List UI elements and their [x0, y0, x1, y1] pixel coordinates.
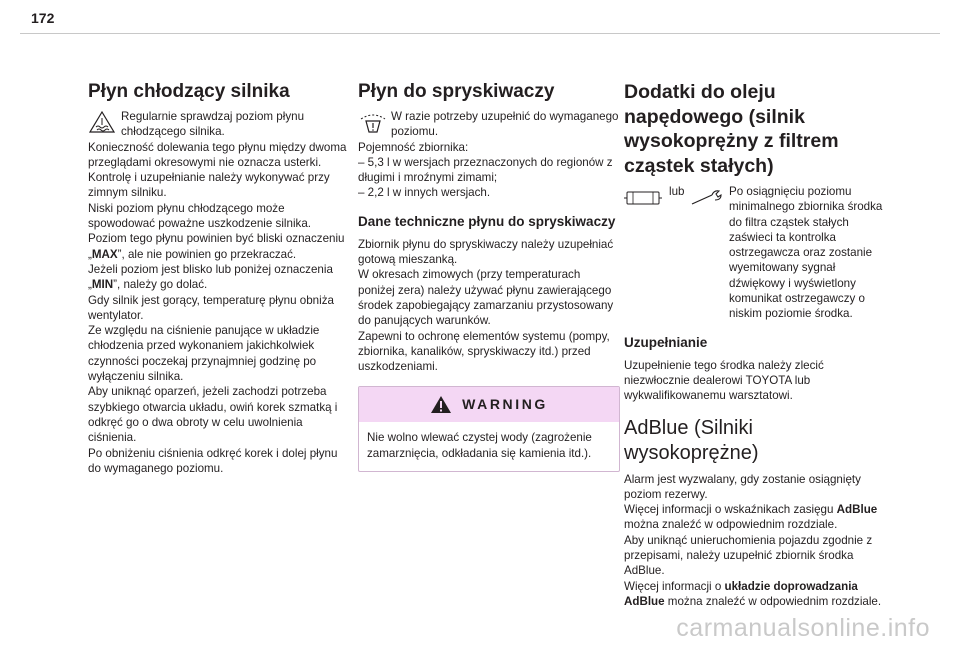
column-washer: [358, 80, 620, 472]
coolant-para-5-post: ”, należy go dolać.: [113, 278, 208, 292]
coolant-level-icon: [88, 110, 116, 134]
refill-subtitle: Uzupełnianie: [624, 334, 708, 350]
coolant-para-7: Ze względu na ciśnienie panujące w układzie chłodzenia przed wykonaniem jakichkolwiek czynności poczekaj przynajmniej godzinę po wyłączeniu silnika.: [88, 324, 320, 384]
fuel-additive-icon-text: Po osiągnięciu poziomu minimalnego zbiornika środka do filtra cząstek stałych zaświeci ta kontrolka ostrzegawcza oraz zostanie wyemitowany sygnał dźwiękowy i wyświetlony komunikat ostrzegawczy o niskim poziomie środka.: [729, 185, 883, 321]
washer-icon-text: W razie potrzeby uzupełnić do wymaganego poziomu.: [391, 110, 619, 139]
coolant-icon-text: Regularnie sprawdzaj poziom płynu chłodzącego silnika.: [121, 110, 305, 139]
washer-para-1: Zbiornik płynu do spryskiwaczy należy uzupełniać gotową mieszanką.: [358, 237, 614, 267]
warning-title: WARNING: [462, 396, 548, 413]
fuel-additive-icon: [624, 188, 662, 208]
coolant-para-4-post: ”, ale nie powinien go przekraczać.: [117, 247, 297, 261]
warning-box: [358, 386, 620, 472]
coolant-para-5: [88, 262, 350, 293]
warning-text: Nie wolno wlewać czystej wody (zagrożenie zamarznięcia, odkładania się kamienia itd.).: [367, 431, 592, 460]
adblue-bold-2: układzie doprowadzania AdBlue: [624, 579, 858, 608]
icon-or-label: lub: [669, 185, 685, 198]
warning-header: [359, 387, 619, 422]
max-label: MAX: [91, 247, 118, 261]
page-number: 172: [31, 10, 55, 26]
coolant-para-6: Gdy silnik jest gorący, temperaturę płynu obniża wentylator.: [88, 293, 334, 322]
top-divider: [20, 33, 940, 34]
fuel-additive-icon-note: [624, 184, 886, 322]
capacity-label: Pojemność zbiornika:: [358, 140, 469, 154]
washer-fluid-icon: [358, 110, 388, 134]
adblue-para-2-post: można znaleźć w odpowiednim rozdziale.: [624, 518, 838, 532]
washer-para-3: Zapewni to ochronę elementów systemu (pompy, zbiornika, kanalików, spryskiwaczy itd.) przed uszkodzeniami.: [358, 329, 610, 374]
fuel-additive-title: Dodatki do oleju napędowego (silnik wysokoprężny z filtrem cząstek stałych): [624, 81, 839, 177]
coolant-para-3: Niski poziom płynu chłodzącego może spowodować poważne uszkodzenie silnika.: [88, 201, 311, 231]
washer-title: Płyn do spryskiwaczy: [358, 81, 555, 102]
coolant-title: Płyn chłodzący silnika: [88, 81, 290, 102]
coolant-para-8: Aby uniknąć oparzeń, jeżeli zachodzi potrzeba szybkiego otwarcia układu, owiń korek szmatką i odkręć go o dwa obroty w celu uwolnienia ciśnienia.: [88, 385, 338, 445]
column-coolant: [88, 80, 350, 476]
coolant-para-9: Po obniżeniu ciśnienia odkręć korek i dolej płynu do wymaganego poziomu.: [88, 446, 338, 475]
washer-para-2: W okresach zimowych (przy temperaturach poniżej zera) należy używać płynu zawierającego środek zapobiegający zamarzaniu przystosowany do panujących warunków.: [358, 268, 614, 328]
refill-para: Uzupełnienie tego środka należy zlecić niezwłocznie dealerowi TOYOTA lub wykwalifikowanemu warsztatowi.: [624, 358, 824, 403]
capacity-item-2: – 2,2 l w innych wersjach.: [358, 186, 491, 200]
adblue-para-4-post: można znaleźć w odpowiednim rozdziale.: [664, 594, 882, 608]
adblue-para-4: [624, 579, 886, 610]
coolant-para-4-pre: Poziom tego płynu powinien być bliski oznaczeniu „: [88, 232, 345, 261]
washer-subtitle: Dane techniczne płynu do spryskiwaczy: [358, 213, 616, 229]
adblue-para-1: Alarm jest wyzwalany, gdy zostanie osiągnięty poziom rezerwy.: [624, 472, 861, 501]
column-fuel-additive: [624, 80, 886, 609]
adblue-title: AdBlue (Silniki wysokoprężne): [624, 416, 759, 464]
coolant-icon-note: [88, 109, 350, 140]
adblue-para-2-pre: Więcej informacji o wskaźnikach zasięgu: [624, 503, 837, 517]
capacity-item-1: – 5,3 l w wersjach przeznaczonych do regionów z długimi i mroźnymi zimami;: [358, 155, 613, 185]
coolant-para-5-pre: Jeżeli poziom jest blisko lub poniżej oznaczenia „: [88, 262, 333, 292]
warning-triangle-icon: [430, 395, 452, 414]
coolant-para-1: Konieczność dolewania tego płynu między dwoma przeglądami okresowymi nie oznacza usterki.: [88, 140, 347, 169]
adblue-para-4-pre: Więcej informacji o: [624, 579, 725, 593]
coolant-para-4: [88, 231, 350, 262]
adblue-para-3: Aby uniknąć unieruchomienia pojazdu zgodnie z przepisami, należy uzupełnić zbiornik środka AdBlue.: [624, 533, 873, 578]
washer-icon-note: [358, 109, 620, 140]
adblue-para-2: [624, 502, 886, 533]
coolant-para-2: Kontrolę i uzupełnianie należy wykonywać przy zimnym silniku.: [88, 171, 330, 200]
wrench-icon: [690, 188, 726, 208]
min-label: MIN: [91, 278, 114, 292]
adblue-bold-1: AdBlue: [836, 503, 878, 517]
watermark: carmanualsonline.info: [676, 614, 930, 642]
